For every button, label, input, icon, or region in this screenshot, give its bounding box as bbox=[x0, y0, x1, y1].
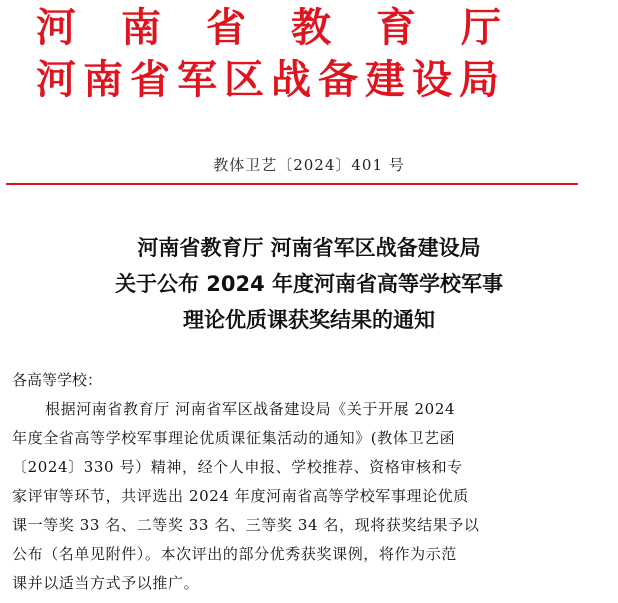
body-line-4: 家评审等环节，共评选出 2024 年度河南省高等学校军事理论优质 bbox=[12, 487, 469, 505]
document-number: 教体卫艺〔2024〕401 号 bbox=[213, 156, 405, 174]
body-line-3: 〔2024〕330 号）精神，经个人申报、学校推荐、资格审核和专 bbox=[12, 458, 463, 476]
body-line-7: 课并以适当方式予以推广。 bbox=[12, 574, 200, 592]
red-divider-line bbox=[6, 183, 578, 185]
title-line-1: 河南省教育厅 河南省军区战备建设局 bbox=[137, 236, 481, 260]
document-body bbox=[12, 366, 612, 598]
document-title bbox=[0, 230, 618, 338]
title-line-3: 理论优质课获奖结果的通知 bbox=[183, 308, 435, 332]
title-line-2: 关于公布 2024 年度河南省高等学校军事 bbox=[114, 272, 504, 296]
body-line-6: 公布（名单见附件）。本次评出的部分优秀获奖课例，将作为示范 bbox=[12, 545, 457, 563]
header-issuer-2: 河南省军区战备建设局 bbox=[36, 57, 506, 103]
body-line-2: 年度全省高等学校军事理论优质课征集活动的通知》(教体卫艺函 bbox=[12, 429, 456, 447]
salutation: 各高等学校： bbox=[12, 371, 103, 389]
body-line-5: 课一等奖 33 名、二等奖 33 名、三等奖 34 名，现将获奖结果予以 bbox=[12, 516, 480, 534]
body-line-1: 根据河南省教育厅 河南省军区战备建设局《关于开展 2024 bbox=[45, 400, 456, 418]
header-issuer-1: 河南省教育厅 bbox=[36, 5, 546, 51]
